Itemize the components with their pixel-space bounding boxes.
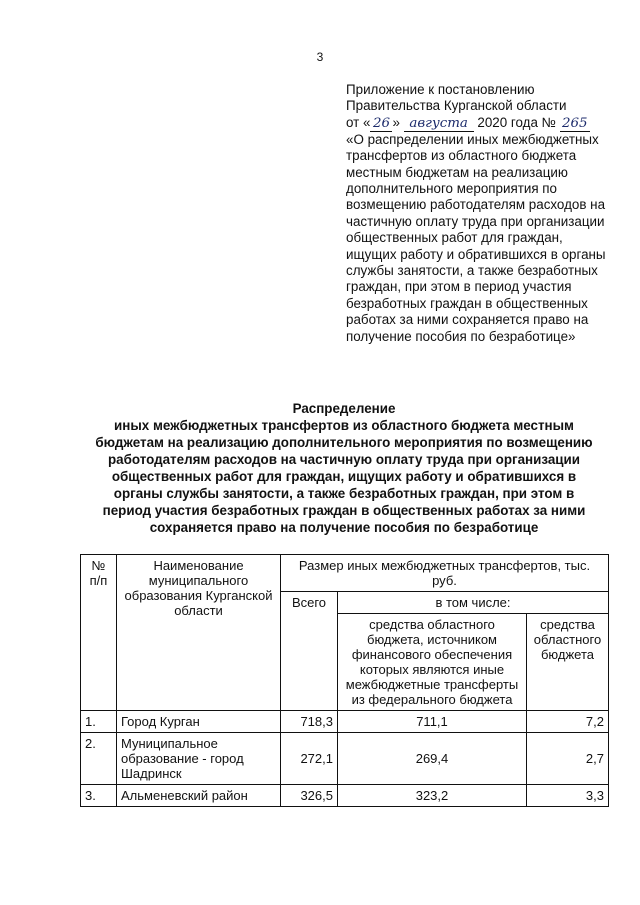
row-regional: 7,2 [527, 711, 609, 733]
handwritten-decree-number: 265 [560, 117, 590, 132]
title-line-7: период участия безработных граждан в общественных работах за ними [102, 503, 586, 518]
row-total: 326,5 [281, 785, 338, 807]
decree-topic: «О распределении иных межбюджетных трансфертов из областного бюджета местным бюджетам на реализацию дополнительного мероприятия по возмещению работодателям расходов на частичную оплату труда при организации общественных работ для граждан, ищущих работу и обратившихся в органы службы занятости, а также безработных граждан, при этом в период участия безработных граждан в общественных работах за ними сохраняется право на получение пособия по безработице» [346, 131, 606, 344]
table-row [81, 733, 609, 785]
title-line-2: иных межбюджетных трансфертов из областного бюджета местным [114, 418, 574, 433]
header-size: Размер иных межбюджетных трансфертов, тыс. руб. [281, 555, 609, 592]
row-regional: 2,7 [527, 733, 609, 785]
appendix-line-2: Правительства Курганской области [346, 98, 567, 114]
distribution-table [80, 554, 609, 807]
row-name: Альменевский район [117, 785, 281, 807]
title-line-1: Распределение [292, 401, 396, 416]
appendix-date-line [346, 115, 612, 132]
date-year-text: 2020 года № [477, 114, 556, 130]
header-regional: средства областного бюджета [527, 614, 609, 711]
handwritten-day: 26 [370, 117, 392, 132]
header-total: Всего [281, 592, 338, 711]
row-total: 718,3 [281, 711, 338, 733]
row-federal: 323,2 [338, 785, 527, 807]
row-num: 1. [81, 711, 117, 733]
title-line-8: сохраняется право на получение пособия по безработице [149, 520, 539, 535]
header-including: в том числе: [338, 592, 609, 614]
header-row-1 [81, 555, 609, 592]
title-line-4: работодателям расходов на частичную оплату труда при организации [107, 452, 581, 467]
table-row [81, 711, 609, 733]
title-line-5: общественных работ для граждан, ищущих работу и обратившихся в [111, 469, 577, 484]
header-num: № п/п [81, 555, 117, 711]
row-total: 272,1 [281, 733, 338, 785]
appendix-line-1: Приложение к постановлению [346, 82, 535, 97]
row-regional: 3,3 [527, 785, 609, 807]
row-federal: 711,1 [338, 711, 527, 733]
date-prefix: от « [346, 114, 371, 130]
row-num: 2. [81, 733, 117, 785]
table-row [81, 785, 609, 807]
row-num: 3. [81, 785, 117, 807]
handwritten-month: августа [404, 117, 474, 132]
page-number: 3 [316, 50, 324, 64]
title-line-3: бюджетам на реализацию дополнительного мероприятия по возмещению [95, 435, 593, 450]
row-federal: 269,4 [338, 733, 527, 785]
title-line-6: органы службы занятости, а также безработных граждан, при этом в [113, 486, 575, 501]
appendix-block [346, 82, 612, 345]
row-name: Город Курган [117, 711, 281, 733]
row-name: Муниципальное образование - город Шадринск [117, 733, 281, 785]
header-federal-source: средства областного бюджета, источником финансового обеспечения которых являются иные межбюджетные трансферты из федерального бюджета [338, 614, 527, 711]
header-name: Наименование муниципального образования Курганской области [117, 555, 281, 711]
date-mid: » [392, 114, 400, 130]
document-title [78, 400, 610, 536]
